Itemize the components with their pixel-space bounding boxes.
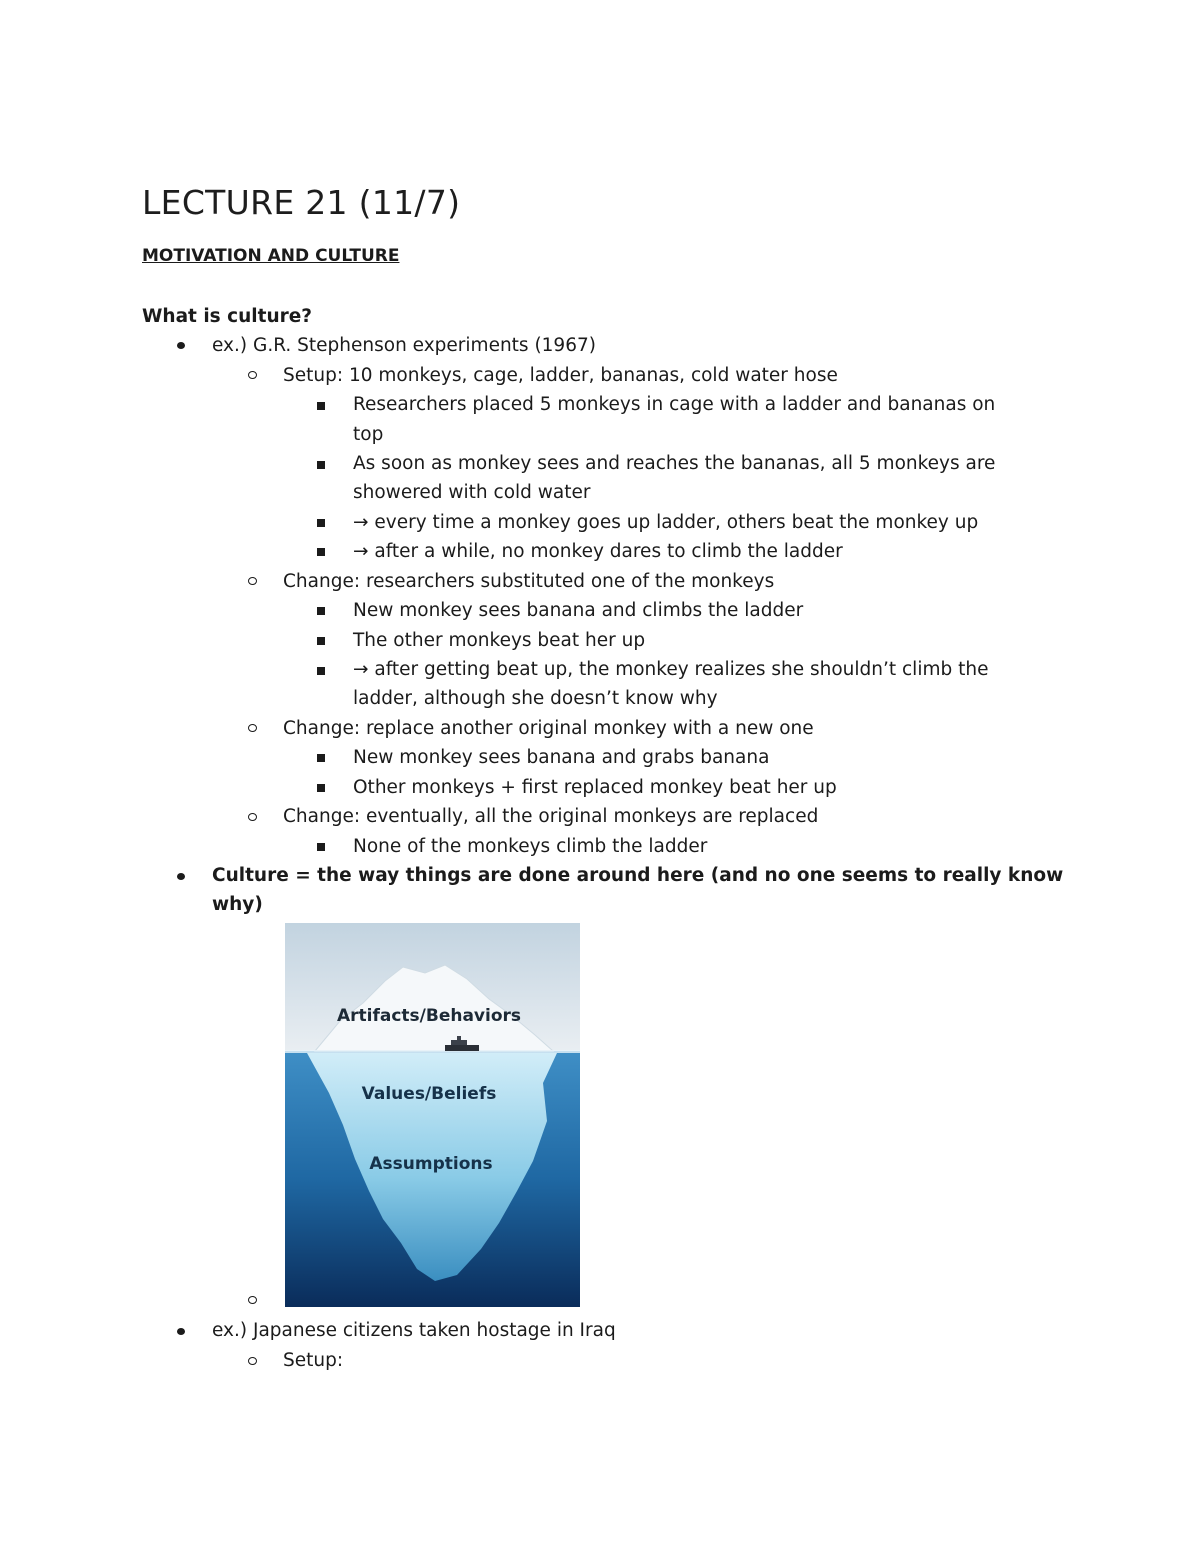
bullet-dot-icon <box>177 1328 185 1335</box>
waterline <box>285 1050 580 1053</box>
list-item-setup-1a: Researchers placed 5 monkeys in cage with a ladder and bananas on <box>353 394 996 415</box>
list-item-ex2-setup: Setup: <box>283 1350 344 1371</box>
iceberg-image <box>285 923 580 1307</box>
bullet-dot-icon <box>177 342 185 349</box>
list-item-change1-1: New monkey sees banana and climbs the ladder <box>353 600 804 621</box>
page-title: LECTURE 21 (11/7) <box>142 183 461 222</box>
bullet-dot-icon <box>177 873 185 880</box>
iceberg-label-values: Values/Beliefs <box>361 1084 497 1104</box>
bullet-square-icon <box>317 548 325 556</box>
bullet-circle-icon <box>248 813 257 821</box>
bullet-square-icon <box>317 667 325 675</box>
bullet-square-icon <box>317 754 325 762</box>
list-item-change-3: Change: eventually, all the original monkeys are replaced <box>283 806 819 827</box>
bullet-square-icon <box>317 784 325 792</box>
list-item-change-1: Change: researchers substituted one of the monkeys <box>283 571 775 592</box>
list-item-change1-3a: → after getting beat up, the monkey realizes she shouldn’t climb the <box>353 659 989 680</box>
culture-definition-a: Culture = the way things are done around here (and no one seems to really know <box>212 865 1064 886</box>
bullet-circle-icon <box>248 1357 257 1365</box>
iceberg-label-assumptions: Assumptions <box>369 1154 493 1174</box>
list-item-setup-4: → after a while, no monkey dares to climb the ladder <box>353 541 843 562</box>
bullet-circle-icon <box>248 1296 257 1304</box>
bullet-square-icon <box>317 637 325 645</box>
list-item-change2-2: Other monkeys + first replaced monkey beat her up <box>353 777 837 798</box>
bullet-circle-icon <box>248 577 257 585</box>
list-item-setup-2a: As soon as monkey sees and reaches the bananas, all 5 monkeys are <box>353 453 996 474</box>
list-item-ex2: ex.) Japanese citizens taken hostage in Iraq <box>212 1320 616 1341</box>
bullet-square-icon <box>317 519 325 527</box>
list-item-ex1: ex.) G.R. Stephenson experiments (1967) <box>212 335 596 356</box>
list-item-change1-3b: ladder, although she doesn’t know why <box>353 688 718 709</box>
bullet-square-icon <box>317 402 325 410</box>
bullet-square-icon <box>317 843 325 851</box>
question-heading: What is culture? <box>142 306 313 327</box>
bullet-square-icon <box>317 461 325 469</box>
bullet-circle-icon <box>248 724 257 732</box>
iceberg-label-artifacts: Artifacts/Behaviors <box>336 1006 522 1026</box>
bullet-circle-icon <box>248 371 257 379</box>
list-item-change1-2: The other monkeys beat her up <box>353 630 646 651</box>
list-item-change3-1: None of the monkeys climb the ladder <box>353 836 708 857</box>
section-heading: MOTIVATION AND CULTURE <box>142 246 400 266</box>
list-item-setup-3: → every time a monkey goes up ladder, others beat the monkey up <box>353 512 979 533</box>
list-item-change-2: Change: replace another original monkey with a new one <box>283 718 814 739</box>
list-item-setup: Setup: 10 monkeys, cage, ladder, bananas, cold water hose <box>283 365 838 386</box>
list-item-setup-2b: showered with cold water <box>353 482 591 503</box>
bullet-square-icon <box>317 607 325 615</box>
list-item-setup-1b: top <box>353 424 384 445</box>
culture-definition-b: why) <box>212 894 263 915</box>
list-item-change2-1: New monkey sees banana and grabs banana <box>353 747 770 768</box>
